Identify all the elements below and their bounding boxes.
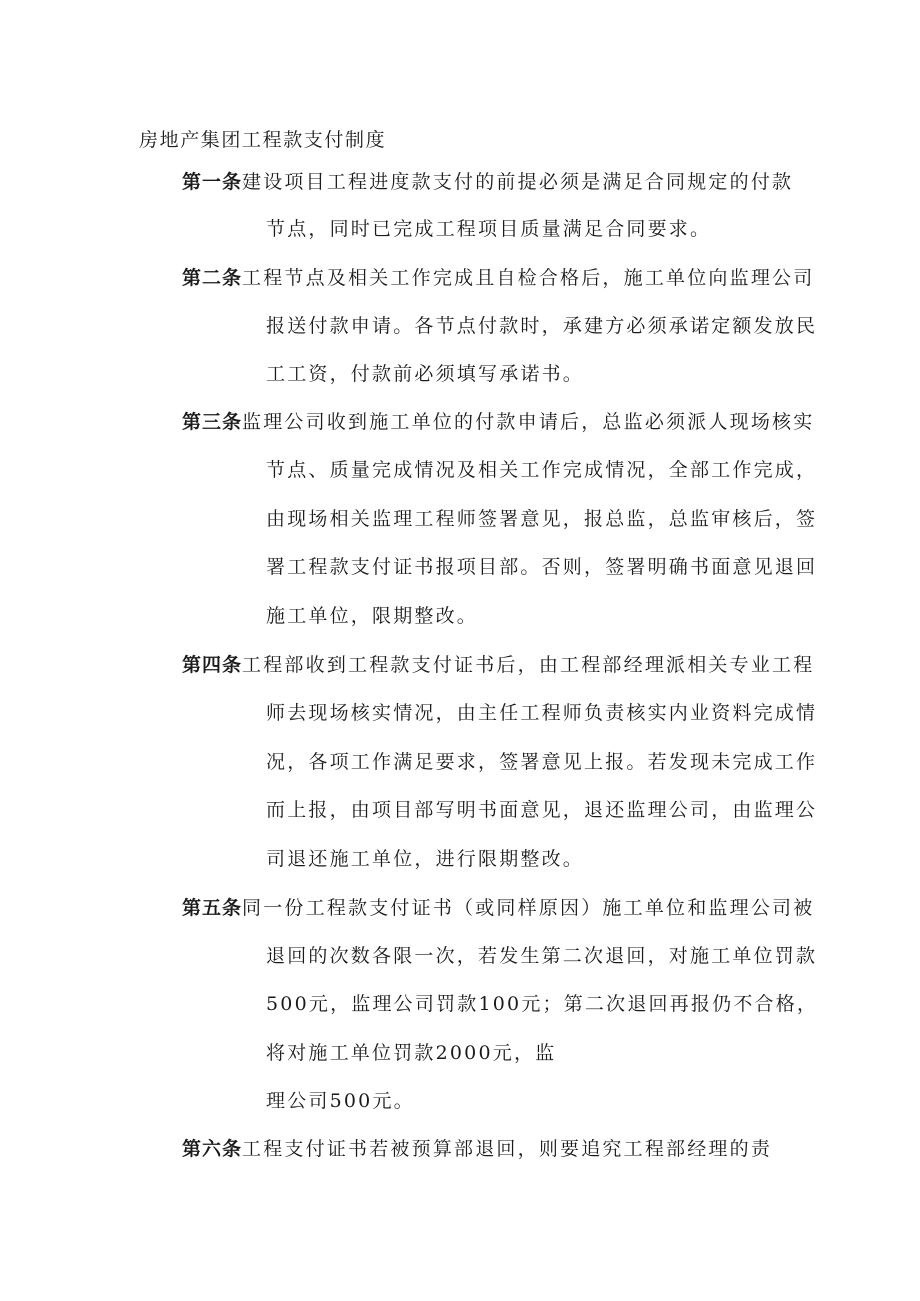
article-line: 而上报，由项目部写明书面意见，退还监理公司，由监理公 [266,799,818,821]
article-line [182,170,793,194]
article-label: 第五条 [182,897,243,919]
article-line: 节点、质量完成情况及相关工作完成情况，全部工作完成， [266,459,818,481]
article-line [182,1137,772,1161]
article-label: 第一条 [182,171,243,193]
article-text: 工程节点及相关工作完成且自检合格后，施工单位向监理公司 [242,267,815,289]
article-line: 理公司500元。 [266,1090,415,1112]
article-text: 工程部收到工程款支付证书后，由工程部经理派相关专业工程 [242,654,815,676]
article-line: 师去现场核实情况，由主任工程师负责核实内业资料完成情 [266,702,818,724]
article-line: 由现场相关监理工程师签署意见，报总监，总监审核后，签 [266,508,818,530]
article-line: 署工程款支付证书报项目部。否则，签署明确书面意见退回 [266,556,818,578]
article-line: 将对施工单位罚款2000元，监 [266,1042,557,1064]
article-line: 节点，同时已完成工程项目质量满足合同要求。 [266,218,712,240]
article-line [182,896,814,920]
article-label: 第三条 [182,411,243,433]
article-line: 况，各项工作满足要求，签署意见上报。若发现未完成工作 [266,751,818,773]
article-line: 500元，监理公司罚款100元；第二次退回再报仍不合格， [266,993,819,1015]
article-label: 第六条 [182,1138,243,1160]
article-text: 建设项目工程进度款支付的前提必须是满足合同规定的付款 [242,171,794,193]
article-line: 施工单位，限期整改。 [266,605,479,627]
article-line: 退回的次数各限一次，若发生第二次退回，对施工单位罚款 [266,945,818,967]
article-text: 工程支付证书若被预算部退回，则要追究工程部经理的责 [242,1138,773,1160]
article-label: 第二条 [182,267,243,289]
article-text: 同一份工程款支付证书（或同样原因）施工单位和监理公司被 [242,897,815,919]
article-line: 工工资，付款前必须填写承诺书。 [266,363,585,385]
article-label: 第四条 [182,654,243,676]
article-text: 监理公司收到施工单位的付款申请后，总监必须派人现场核实 [242,411,815,433]
article-line [182,653,814,677]
article-line: 报送付款申请。各节点付款时，承建方必须承诺定额发放民 [266,315,818,337]
article-line [182,410,814,434]
article-line [182,266,814,290]
document-title: 房地产集团工程款支付制度 [139,129,387,151]
article-line: 司退还施工单位，进行限期整改。 [266,848,585,870]
